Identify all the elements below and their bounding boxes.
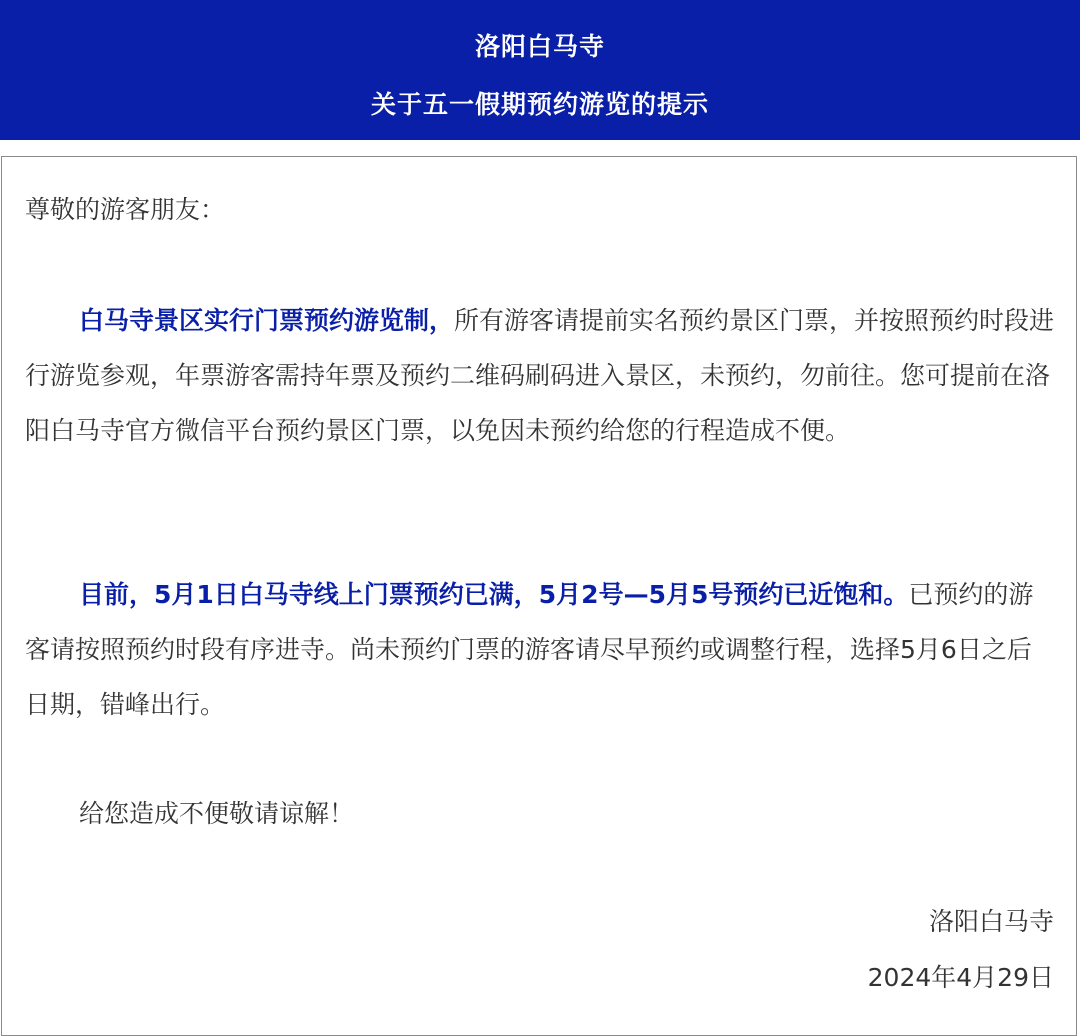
- paragraph-booking-status-text: 已预约的游客请按照预约时段有序进寺。尚未预约门票的游客请尽早预约或调整行程，选择5月6日之后日期，错峰出行。: [25, 580, 1034, 719]
- paragraph-reservation-policy-highlight: 白马寺景区实行门票预约游览制，: [79, 306, 455, 335]
- paragraph-booking-status-highlight: 目前，5月1日白马寺线上门票预约已满，5月2号—5月5号预约已近饱和。: [79, 580, 909, 609]
- header-org: 洛阳白马寺: [474, 32, 605, 61]
- paragraph-booking-status: [25, 567, 1055, 732]
- notice-header: [0, 0, 1080, 140]
- closing-apology: 给您造成不便敬请谅解！: [79, 799, 355, 828]
- paragraph-reservation-policy-text: 所有游客请提前实名预约景区门票，并按照预约时段进行游览参观，年票游客需持年票及预约二维码刷码进入景区，未预约，勿前往。您可提前在洛阳白马寺官方微信平台预约景区门票，以免因未预约给您的行程造成不便。: [25, 306, 1055, 445]
- paragraph-reservation-policy: [25, 293, 1055, 458]
- signature: 洛阳白马寺: [928, 907, 1054, 936]
- notice-date: 2024年4月29日: [867, 963, 1054, 992]
- greeting: 尊敬的游客朋友：: [25, 195, 226, 224]
- header-title: 关于五一假期预约游览的提示: [370, 90, 709, 119]
